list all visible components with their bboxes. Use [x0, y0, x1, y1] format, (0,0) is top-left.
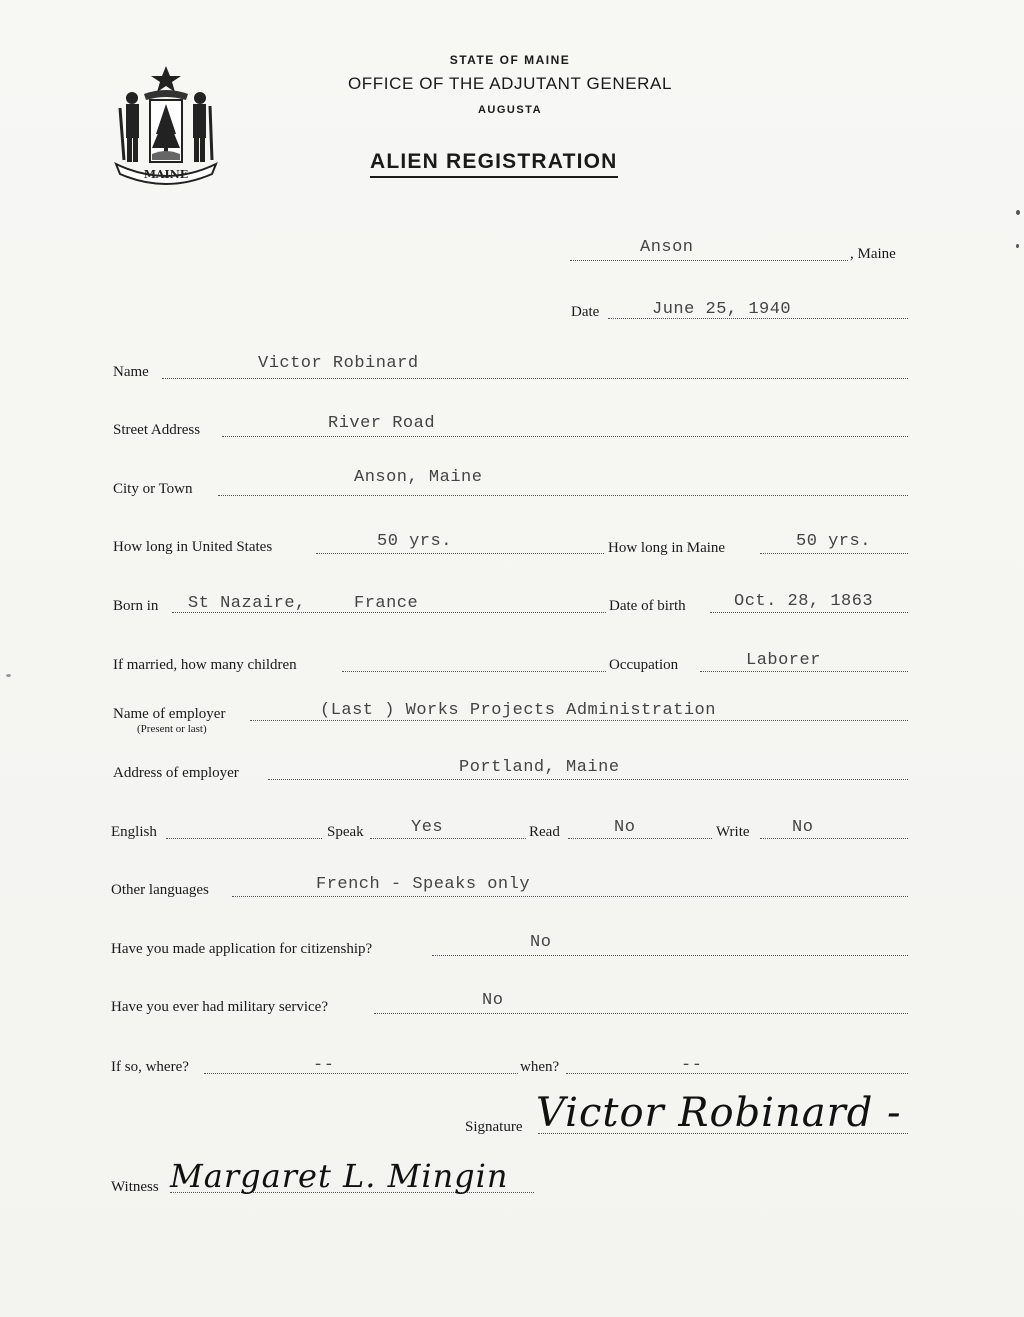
military-value[interactable]: No: [482, 991, 504, 1010]
citizenship-line: [432, 955, 908, 956]
employer-sublabel: (Present or last): [137, 723, 207, 735]
us-duration-label: How long in United States: [113, 539, 273, 555]
name-label: Name: [113, 364, 149, 380]
city-label: City or Town: [113, 481, 193, 497]
english-line: [166, 838, 322, 839]
employer-value[interactable]: (Last ) Works Projects Administration: [320, 701, 716, 720]
date-value[interactable]: June 25, 1940: [652, 300, 792, 319]
occupation-value[interactable]: Laborer: [746, 651, 821, 670]
read-label: Read: [529, 824, 560, 840]
witness-value[interactable]: Margaret L. Mingin: [170, 1157, 509, 1195]
maine-duration-line: [760, 553, 908, 554]
military-line: [374, 1013, 908, 1014]
when-value[interactable]: --: [681, 1056, 703, 1075]
where-value[interactable]: --: [313, 1056, 335, 1075]
maine-state-seal-icon: [112, 64, 220, 186]
street-line: [222, 436, 908, 437]
write-line: [760, 838, 908, 839]
city-line: [218, 495, 908, 496]
date-label: Date: [571, 304, 600, 320]
english-label: English: [111, 824, 157, 840]
write-label: Write: [716, 824, 750, 840]
languages-line: [232, 896, 908, 897]
dob-line: [710, 612, 908, 613]
name-line: [162, 378, 908, 379]
read-line: [568, 838, 712, 839]
seal-label: MAINE: [143, 168, 189, 181]
maine-duration-value[interactable]: 50 yrs.: [796, 532, 871, 551]
children-line: [342, 671, 606, 672]
street-label: Street Address: [113, 422, 201, 438]
when-line: [566, 1073, 908, 1074]
where-label: If so, where?: [111, 1059, 189, 1075]
read-value[interactable]: No: [614, 818, 636, 837]
state-heading: STATE OF MAINE: [449, 53, 571, 67]
languages-value[interactable]: French - Speaks only: [316, 875, 531, 894]
children-label: If married, how many children: [113, 657, 297, 673]
us-duration-value[interactable]: 50 yrs.: [377, 532, 452, 551]
languages-label: Other languages: [111, 882, 209, 898]
us-duration-line: [316, 553, 604, 554]
when-label: when?: [520, 1059, 560, 1075]
place-value[interactable]: Anson: [640, 238, 694, 257]
employer-line: [250, 720, 908, 721]
birthplace-city[interactable]: St Nazaire,: [188, 594, 306, 613]
citizenship-label: Have you made application for citizenship?: [111, 941, 373, 957]
paper-speck: [1016, 210, 1020, 215]
dob-label: Date of birth: [609, 598, 686, 614]
paper-speck: [6, 674, 11, 677]
city-value[interactable]: Anson, Maine: [354, 468, 483, 487]
maine-duration-label: How long in Maine: [608, 540, 726, 556]
employer-address-label: Address of employer: [113, 765, 239, 781]
speak-value[interactable]: Yes: [411, 818, 444, 837]
birthplace-country[interactable]: France: [354, 594, 419, 613]
citizenship-value[interactable]: No: [530, 933, 552, 952]
occupation-line: [700, 671, 908, 672]
signature-value[interactable]: Victor Robinard -: [536, 1090, 902, 1136]
employer-label: Name of employer: [113, 706, 226, 722]
witness-label: Witness: [111, 1179, 159, 1195]
name-value[interactable]: Victor Robinard: [258, 354, 419, 373]
place-line: [570, 260, 848, 261]
employer-address-value[interactable]: Portland, Maine: [459, 758, 620, 777]
place-suffix: , Maine: [850, 246, 896, 262]
city-heading: AUGUSTA: [477, 104, 543, 116]
street-value[interactable]: River Road: [328, 414, 436, 433]
where-line: [204, 1073, 518, 1074]
paper-speck: [1016, 244, 1019, 248]
dob-value[interactable]: Oct. 28, 1863: [734, 592, 874, 611]
office-heading: OFFICE OF THE ADJUTANT GENERAL: [347, 74, 673, 93]
occupation-label: Occupation: [609, 657, 679, 673]
speak-label: Speak: [327, 824, 364, 840]
military-label: Have you ever had military service?: [111, 999, 328, 1015]
form-title: ALIEN REGISTRATION: [370, 150, 618, 178]
speak-line: [370, 838, 526, 839]
write-value[interactable]: No: [792, 818, 814, 837]
birthplace-label: Born in: [113, 598, 159, 614]
signature-label: Signature: [465, 1119, 523, 1135]
employer-address-line: [268, 779, 908, 780]
